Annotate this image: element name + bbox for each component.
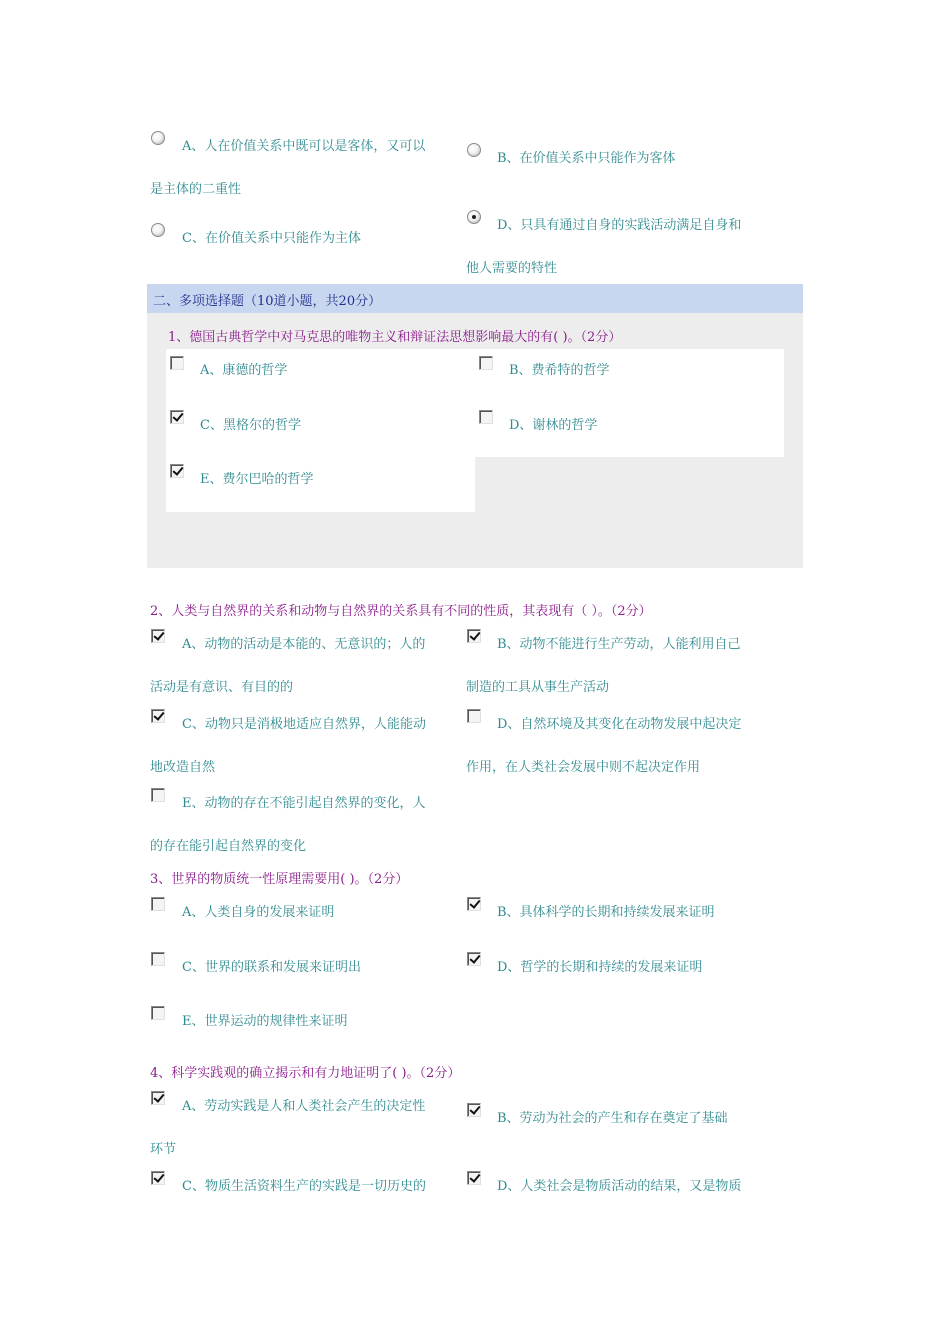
option-text: B、在价值关系中只能作为客体 (497, 151, 676, 166)
checkbox[interactable] (170, 356, 184, 370)
checkbox-checked[interactable] (467, 1103, 481, 1117)
radio-button[interactable] (151, 131, 165, 145)
option-text: E、世界运动的规律性来证明 (182, 1014, 348, 1029)
option-text: D、自然环境及其变化在动物发展中起决定 (497, 717, 742, 732)
option-text-continued: 地改造自然 (150, 760, 216, 775)
option-text: B、具体科学的长期和持续发展来证明 (497, 905, 715, 920)
option-text-continued: 活动是有意识、有目的的 (150, 680, 294, 695)
radio-button[interactable] (467, 143, 481, 157)
option-text-continued: 是主体的二重性 (150, 182, 242, 197)
option-text: C、动物只是消极地适应自然界，人能能动 (182, 717, 426, 732)
checkbox-checked[interactable] (170, 464, 184, 478)
radio-button-selected[interactable] (467, 210, 481, 224)
checkbox-checked[interactable] (467, 629, 481, 643)
option-text-continued: 制造的工具从事生产活动 (466, 680, 610, 695)
option-text: C、物质生活资料生产的实践是一切历史的 (182, 1179, 426, 1194)
option-text: C、世界的联系和发展来证明出 (182, 960, 361, 975)
option-text: A、动物的活动是本能的、无意识的；人的 (182, 637, 426, 652)
question-title: 2、人类与自然界的关系和动物与自然界的关系具有不同的性质，其表现有（ ）。（2分） (150, 604, 652, 619)
checkbox[interactable] (467, 709, 481, 723)
option-text: A、劳动实践是人和人类社会产生的决定性 (182, 1099, 426, 1114)
option-text: B、动物不能进行生产劳动，人能利用自己 (497, 637, 741, 652)
checkbox-checked[interactable] (467, 952, 481, 966)
checkbox-checked[interactable] (151, 709, 165, 723)
checkbox-checked[interactable] (467, 1171, 481, 1185)
option-text: C、黑格尔的哲学 (200, 418, 301, 433)
checkbox[interactable] (151, 788, 165, 802)
option-text: E、动物的存在不能引起自然界的变化，人 (182, 796, 426, 811)
question-title: 3、世界的物质统一性原理需要用( )。（2分） (150, 872, 409, 887)
checkbox[interactable] (151, 897, 165, 911)
checkbox-checked[interactable] (151, 1091, 165, 1105)
checkbox-checked[interactable] (151, 629, 165, 643)
section-header (147, 284, 803, 313)
option-text: E、费尔巴哈的哲学 (200, 472, 314, 487)
option-text-continued: 作用，在人类社会发展中则不起决定作用 (466, 760, 701, 775)
checkbox-checked[interactable] (467, 897, 481, 911)
checkbox-checked[interactable] (151, 1171, 165, 1185)
option-text: C、在价值关系中只能作为主体 (182, 231, 361, 246)
option-text: A、人在价值关系中既可以是客体，又可以 (182, 139, 426, 154)
checkbox[interactable] (479, 410, 493, 424)
checkbox-checked[interactable] (170, 410, 184, 424)
option-text: D、谢林的哲学 (509, 418, 598, 433)
option-text: A、康德的哲学 (200, 363, 288, 378)
option-text-continued: 他人需要的特性 (466, 261, 558, 276)
checkbox[interactable] (479, 356, 493, 370)
option-text: B、费希特的哲学 (509, 363, 610, 378)
checkbox[interactable] (151, 952, 165, 966)
question-title: 4、科学实践观的确立揭示和有力地证明了( )。（2分） (150, 1066, 461, 1081)
option-text: A、人类自身的发展来证明 (182, 905, 335, 920)
option-text-continued: 的存在能引起自然界的变化 (150, 839, 307, 854)
section-title: 二、多项选择题（10道小题，共20分） (153, 294, 382, 309)
option-text: D、人类社会是物质活动的结果，又是物质 (497, 1179, 742, 1194)
option-text: D、只具有通过自身的实践活动满足自身和 (497, 218, 742, 233)
option-text: B、劳动为社会的产生和存在奠定了基础 (497, 1111, 728, 1126)
question-title: 1、德国古典哲学中对马克思的唯物主义和辩证法思想影响最大的有( )。（2分） (168, 330, 622, 345)
checkbox[interactable] (151, 1006, 165, 1020)
radio-button[interactable] (151, 223, 165, 237)
option-text: D、哲学的长期和持续的发展来证明 (497, 960, 703, 975)
option-text-continued: 环节 (150, 1142, 177, 1157)
